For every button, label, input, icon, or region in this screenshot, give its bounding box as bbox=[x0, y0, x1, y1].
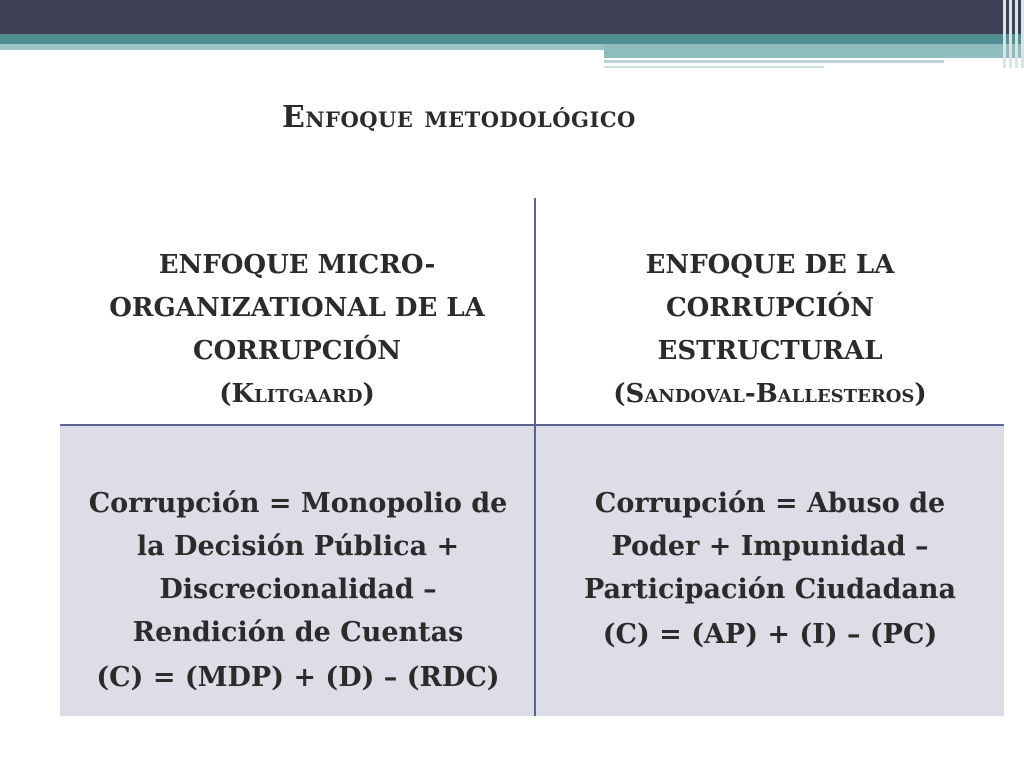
row-divider bbox=[60, 424, 1004, 426]
right-column-body bbox=[536, 482, 1004, 656]
comparison-table bbox=[60, 198, 1004, 716]
header-line: CORRUPCIÓN bbox=[192, 336, 402, 366]
right-column-header bbox=[536, 244, 1004, 416]
formula: (C) = (MDP) + (D) – (RDC) bbox=[96, 662, 500, 693]
top-banner-teal-accent bbox=[604, 44, 1024, 58]
body-line: Corrupción = Abuso de bbox=[594, 488, 946, 519]
body-line: Corrupción = Monopolio de bbox=[88, 488, 508, 519]
body-line: Rendición de Cuentas bbox=[132, 617, 464, 648]
body-line: Poder + Impunidad – bbox=[611, 531, 929, 562]
corner-stripes bbox=[994, 0, 1024, 68]
corner-stripe bbox=[1009, 0, 1012, 68]
top-banner-teal-light bbox=[0, 44, 604, 50]
left-column-body bbox=[66, 482, 530, 699]
header-line: ESTRUCTURAL bbox=[657, 336, 883, 366]
top-banner-dark bbox=[0, 0, 1024, 34]
header-line: ENFOQUE DE LA bbox=[645, 250, 895, 280]
top-banner-line bbox=[604, 60, 944, 63]
header-line: ENFOQUE MICRO- bbox=[158, 250, 436, 280]
corner-stripe bbox=[1015, 0, 1018, 68]
body-line: Participación Ciudadana bbox=[583, 574, 957, 605]
header-line: ORGANIZATIONAL DE LA bbox=[109, 293, 485, 323]
slide-title: Enfoque metodológico bbox=[282, 100, 636, 135]
header-line: CORRUPCIÓN bbox=[665, 293, 875, 323]
header-author: (Klitgaard) bbox=[219, 379, 375, 409]
formula: (C) = (AP) + (I) – (PC) bbox=[602, 619, 938, 650]
corner-stripe bbox=[1003, 0, 1006, 68]
body-line: Discrecionalidad – bbox=[159, 574, 437, 605]
left-column-header bbox=[60, 244, 534, 416]
header-author: (Sandoval-Ballesteros) bbox=[613, 379, 927, 409]
top-banner-line bbox=[604, 66, 824, 68]
body-line: la Decisión Pública + bbox=[136, 531, 460, 562]
top-banner-teal bbox=[0, 34, 1024, 44]
